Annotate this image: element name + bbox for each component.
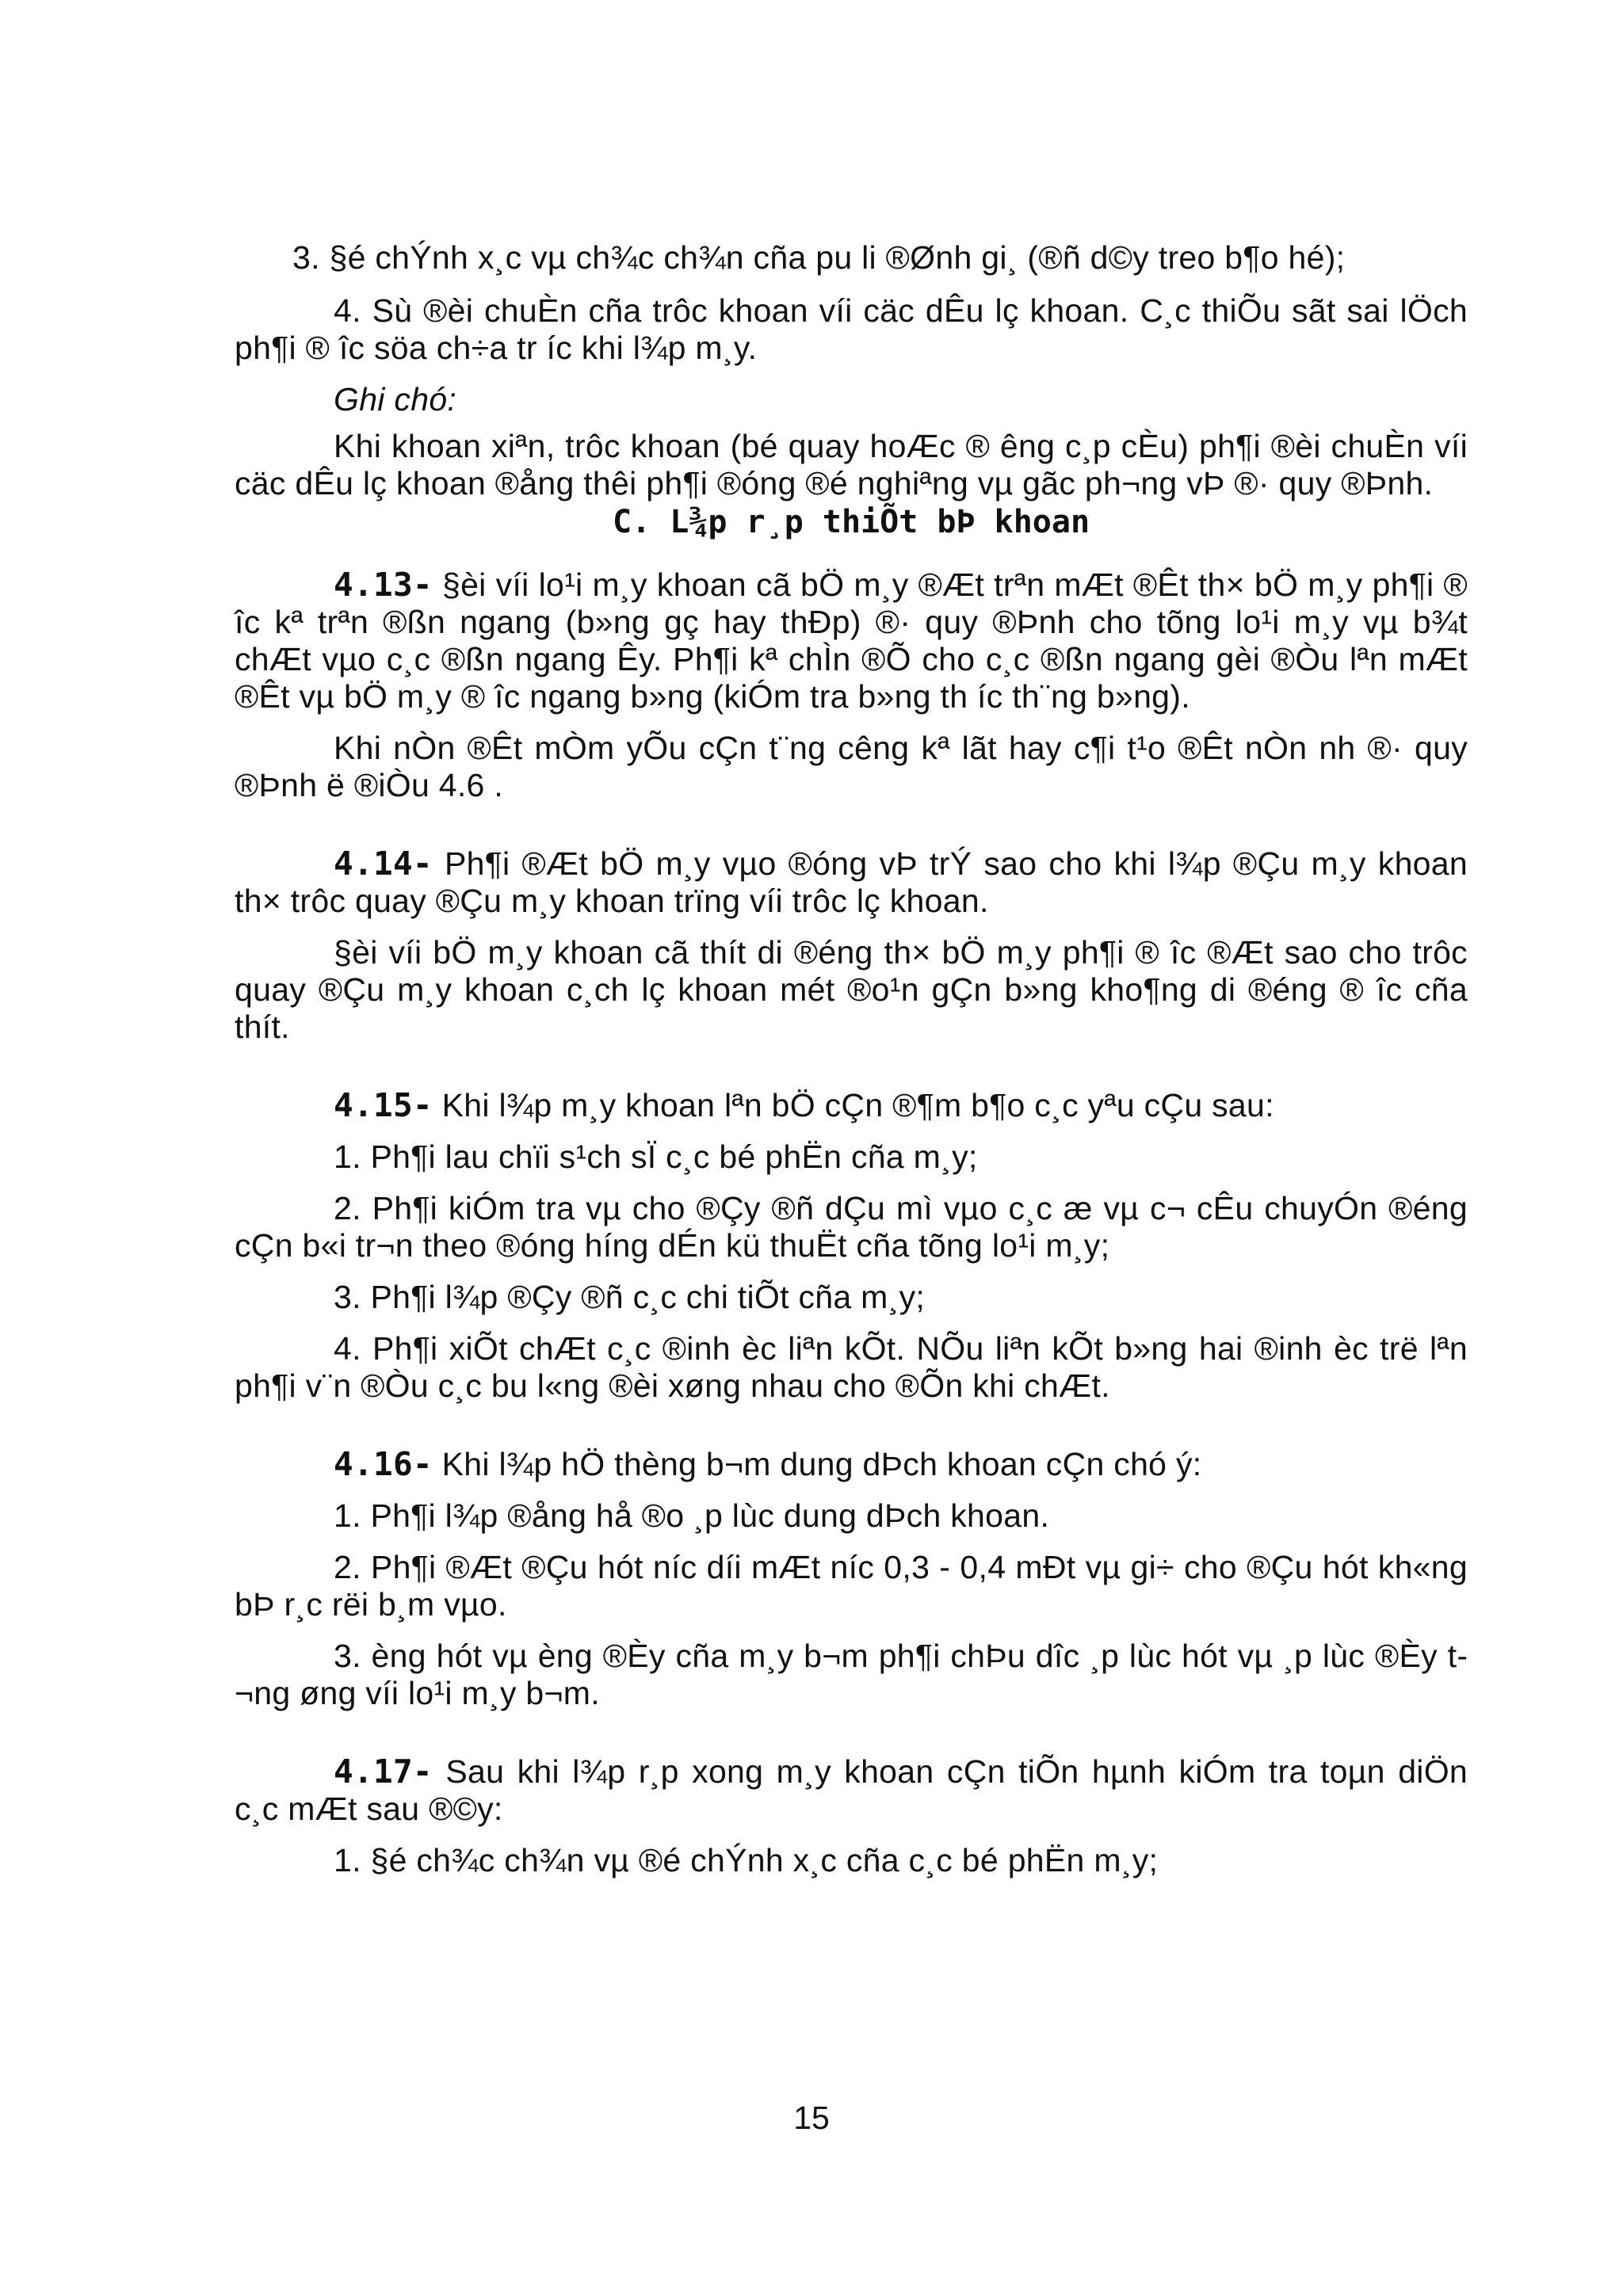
clause-number: 4.16- [334,1445,433,1483]
page-number: 15 [793,2100,830,2136]
document-body [235,239,1468,1879]
clause-text: Khi l¾p hÖ thèng b¬m dung dÞch khoan cÇn chó ý: [432,1446,1202,1482]
clause-text: Khi l¾p m¸y khoan lªn bÖ cÇn ®¶m b¶o c¸c yªu cÇu sau: [432,1087,1274,1123]
list-item: 1. §é ch¾c ch¾n vµ ®é chÝnh x¸c cña c¸c bé phËn m¸y; [334,1842,1159,1878]
clause-text: Ph¶i ®Æt bÖ m¸y vµo ®óng vÞ trÝ sao cho khi l¾p ®Çu m¸y khoan th× trôc quay ®Çu m¸y khoan trïng víi trôc lç khoan. [235,845,1468,919]
paragraph: §èi víi bÖ m¸y khoan cã thít di ®éng th× bÖ m¸y ph¶i ® îc ®Æt sao cho trôc quay ®Çu m¸y khoan c¸ch lç khoan mét ®o¹n gÇn b»ng kho¶ng di ®éng ® îc cña thít. [235,934,1468,1045]
clause-4-14 [235,845,1468,920]
list-item: 2. Ph¶i kiÓm tra vµ cho ®Çy ®ñ dÇu mì vµo c¸c æ vµ c¬ cÊu chuyÓn ®éng cÇn b«i tr¬n theo ®óng híng dÉn kü thuËt cña tõng lo¹i m¸y; [235,1190,1468,1264]
list-item: 2. Ph¶i ®Æt ®Çu hót níc díi mÆt níc 0,3 - 0,4 mÐt vµ gi÷ cho ®Çu hót kh«ng bÞ r¸c rëi b¸m vµo. [235,1549,1468,1623]
list-item: 4. Sù ®èi chuÈn cña trôc khoan víi cäc dÊu lç khoan. C¸c thiÕu sãt sai lÖch ph¶i ® îc söa ch÷a tr íc khi l¾p m¸y. [235,292,1468,366]
list-item: 1. Ph¶i lau chïi s¹ch sÏ c¸c bé phËn cña m¸y; [334,1138,978,1175]
clause-number: 4.15- [334,1086,433,1124]
list-item: 3. èng hót vµ èng ®Èy cña m¸y b¬m ph¶i chÞu dîc ¸p lùc hót vµ ¸p lùc ®Èy t¬ng øng víi lo¹i m¸y b¬m. [235,1638,1468,1711]
list-item: 3. §é chÝnh x¸c vµ ch¾c ch¾n cña pu li ®Ønh gi¸ (®ñ d©y treo b¶o hé); [292,239,1346,276]
list-item: 4. Ph¶i xiÕt chÆt c¸c ®inh èc liªn kÕt. NÕu liªn kÕt b»ng hai ®inh èc trë lªn ph¶i v¨n ®Òu c¸c bu l«ng ®èi xøng nhau cho ®Õn khi chÆt. [235,1330,1468,1404]
clause-number: 4.14- [334,845,433,883]
list-item: 1. Ph¶i l¾p ®ång hå ®o ¸p lùc dung dÞch khoan. [334,1497,1050,1534]
note-text: Khi khoan xiªn, trôc khoan (bé quay hoÆc ® êng c¸p cÈu) ph¶i ®èi chuÈn víi cäc dÊu lç khoan ®ång thêi ph¶i ®óng ®é nghiªng vµ gãc ph¬ng vÞ ®· quy ®Þnh. [235,428,1468,502]
section-heading: C. L¾p r¸p thiÕt bÞ khoan [612,504,1090,540]
clause-4-15 [235,1087,1468,1124]
clause-text: §èi víi lo¹i m¸y khoan cã bÖ m¸y ®Æt trªn mÆt ®Êt th× bÖ m¸y ph¶i ® îc kª trªn ®ßn ngang (b»ng gç hay thÐp) ®· quy ®Þnh cho tõng lo¹i m¸y vµ b¾t chÆt vµo c¸c ®ßn ngang Êy. Ph¶i kª chÌn ®Õ cho c¸c ®ßn ngang gèi ®Òu lªn mÆt ®Êt vµ bÖ m¸y ® îc ngang b»ng (kiÓm tra b»ng th íc th¨ng b»ng). [235,566,1468,715]
clause-text: Sau khi l¾p r¸p xong m¸y khoan cÇn tiÕn hµnh kiÓm tra toµn diÖn c¸c mÆt sau ®©y: [235,1753,1468,1827]
clause-number: 4.17- [334,1753,433,1791]
paragraph: Khi nÒn ®Êt mÒm yÕu cÇn t¨ng cêng kª lãt hay c¶i t¹o ®Êt nÒn nh ®· quy ®Þnh ë ®iÒu 4.6 . [235,730,1468,803]
list-item: 3. Ph¶i l¾p ®Çy ®ñ c¸c chi tiÕt cña m¸y; [334,1279,926,1315]
clause-4-13 [235,566,1468,715]
clause-4-17 [235,1753,1468,1828]
clause-4-16 [235,1446,1468,1483]
clause-number: 4.13- [334,566,433,604]
note-label: Ghi chó: [334,381,457,418]
